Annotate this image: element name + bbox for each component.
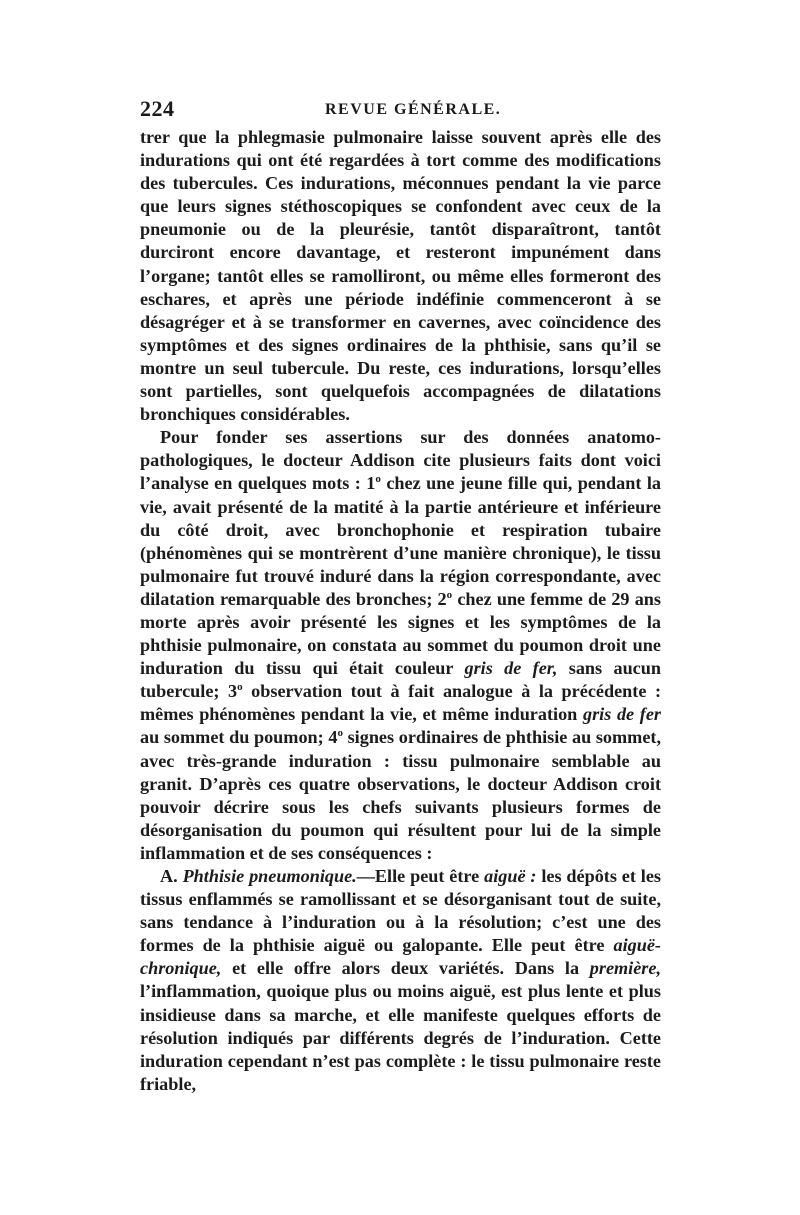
ordinal-1: o bbox=[375, 473, 381, 486]
paragraph-2-text: au sommet du poumon; 4 bbox=[140, 727, 338, 748]
ordinal-4: o bbox=[337, 727, 343, 740]
italic-term: gris de fer, bbox=[464, 658, 558, 679]
paragraph-2-text: sans aucun tubercule; 3 bbox=[140, 658, 661, 702]
book-page bbox=[140, 96, 661, 1096]
ordinal-2: o bbox=[446, 588, 453, 601]
paragraph-2 bbox=[140, 426, 661, 865]
italic-term: aiguë : bbox=[484, 866, 537, 886]
paragraph-2-text: chez une femme de 29 ans morte après avoir présenté les signes et les symptômes de la phthisie pulmonaire, on constata au sommet du poumon droit une induration du tissu qui était couleur bbox=[140, 588, 661, 679]
ordinal-3: o bbox=[237, 681, 243, 694]
running-title: REVUE GÉNÉRALE. bbox=[325, 101, 502, 118]
paragraph-3-text: et elle offre alors deux variétés. Dans la bbox=[221, 958, 590, 979]
paragraph-3-text: —Elle peut être bbox=[356, 866, 485, 886]
paragraph-2-text: chez une jeune fille qui, pendant la vie, avait présenté de la matité à la partie antérieure et inférieure du côté droit, avec bronchophonie et respiration tubaire (phénomènes qui se montrèrent d’une manière chronique), le tissu pulmonaire fut trouvé induré dans la région correspondante, avec dilatation remarquable des bronches; 2 bbox=[140, 473, 662, 609]
italic-term: première, bbox=[589, 958, 661, 979]
paragraph-1: trer que la phlegmasie pulmonaire laisse souvent après elle des indurations qui ont été regardées à tort comme des modifications des tubercules. Ces indurations, méconnues pendant la vie parce que leurs signes stéthoscopiques se confondent avec ceux de la pneumonie ou de la pleurésie, tantôt disparaîtront, tantôt durciront encore davantage, et resteront impunément dans l’organe; tantôt elles se ramolliront, ou même elles formeront des eschares, et après une période indéfinie commenceront à se désagréger et à se transformer en cavernes, avec coïncidence des symptômes et des signes ordinaires de la phthisie, sans qu’il se montre un seul tubercule. Du reste, ces indurations, lorsqu’elles sont partielles, sont quelquefois accompagnées de dilatations bronchiques considérables. bbox=[140, 127, 661, 425]
body-text bbox=[140, 126, 661, 1096]
paragraph-2-text: signes ordinaires de phthisie au sommet, avec très-grande induration : tissu pulmonaire semblable au granit. D’après ces quatre observations, le docteur Addison croit pouvoir décrire sous les chefs suivants plusieurs formes de désorganisation du poumon qui résultent pour lui de la simple inflammation et de ses conséquences : bbox=[140, 727, 661, 863]
paragraph-2-text: observation tout à fait analogue à la précédente : mêmes phénomènes pendant la vie, et même induration bbox=[140, 681, 661, 725]
paragraph-3-text: les dépôts et les tissus enflammés se ramollissant et se désorganisant tout de suite, sans tendance à l’induration ou à la résolution; c’est une des formes de la phthisie aiguë ou galopante. Elle peut être bbox=[140, 866, 661, 956]
paragraph-2-text: Pour fonder ses assertions sur des données anatomo-pathologiques, le docteur Addison cite plusieurs faits dont voici l’analyse en quelques mots : 1 bbox=[140, 427, 661, 494]
section-label: A. bbox=[160, 866, 178, 886]
paragraph-3 bbox=[140, 865, 661, 1096]
italic-term: gris de fer bbox=[582, 704, 661, 725]
italic-term: aiguë-chronique, bbox=[140, 935, 661, 979]
section-title: Phthisie pneumonique. bbox=[182, 866, 357, 886]
paragraph-3-text: l’inflammation, quoique plus ou moins aiguë, est plus lente et plus insidieuse dans sa marche, et elle manifeste quelques efforts de résolution indiqués par différents degrés de l’induration. Cette induration cependant n’est pas complète : le tissu pulmonaire reste friable, bbox=[140, 981, 661, 1094]
page-header bbox=[140, 96, 661, 126]
page-number: 224 bbox=[140, 96, 175, 121]
